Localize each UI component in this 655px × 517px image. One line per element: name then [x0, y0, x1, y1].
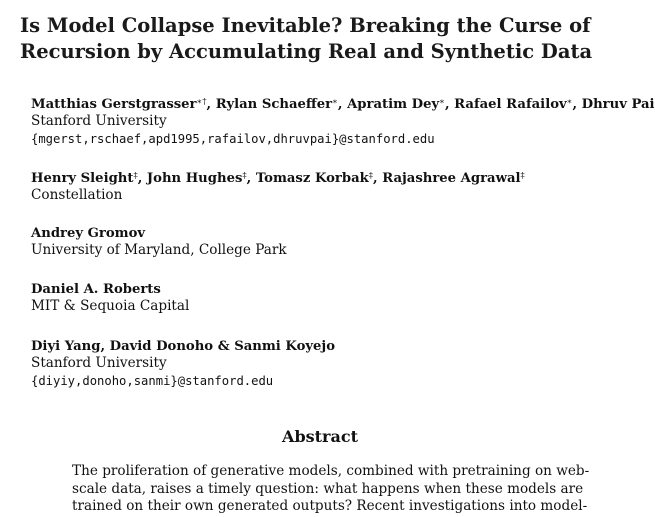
author-name: Andrey Gromov — [31, 226, 146, 241]
author-footnote-mark: ∗ — [439, 97, 445, 107]
author-name: Rafael Rafailov — [454, 97, 567, 112]
author-group-maryland — [31, 225, 631, 259]
author-group-stanford-1 — [31, 96, 655, 148]
affiliation: MIT & Sequoia Capital — [31, 298, 190, 314]
abstract-heading: Abstract — [282, 427, 358, 446]
affiliation: Constellation — [31, 187, 123, 203]
author-list: Henry Sleight‡, John Hughes‡, Tomasz Korbak‡, Rajashree Agrawal‡ — [31, 171, 525, 186]
affiliation: Stanford University — [31, 113, 167, 129]
email-list[interactable]: {diyiy,donoho,sanmi}@stanford.edu — [31, 374, 274, 388]
author-name: John Hughes — [146, 171, 243, 186]
abstract-body — [72, 463, 590, 516]
author-footnote-mark: ∗ — [332, 97, 338, 107]
author-list: Matthias Gerstgrasser∗†, Rylan Schaeffer∗, Apratim Dey∗, Rafael Rafailov∗, Dhruv Pai — [31, 97, 655, 112]
abstract-line: trained on their own generated outputs? Recent investigations into model- — [72, 498, 588, 514]
author-footnote-mark: ‡ — [520, 171, 525, 181]
author-name: Rajashree Agrawal — [382, 171, 521, 186]
author-list — [31, 338, 631, 355]
author-list — [31, 225, 631, 242]
abstract-line: The proliferation of generative models, combined with pretraining on web- — [72, 463, 590, 479]
affiliation: University of Maryland, College Park — [31, 242, 287, 258]
email-list[interactable]: {mgerst,rschaef,apd1995,rafailov,dhruvpai}@stanford.edu — [31, 132, 435, 146]
author-name: Tomasz Korbak — [255, 171, 369, 186]
title-line-1: Is Model Collapse Inevitable? Breaking the Curse of — [20, 14, 591, 37]
affiliation: Stanford University — [31, 355, 167, 371]
author-name: Rylan Schaeffer — [215, 97, 333, 112]
author-name: Apratim Dey — [347, 97, 440, 112]
author-footnote-mark: ‡ — [133, 171, 138, 181]
author-name: Henry Sleight — [31, 171, 134, 186]
author-footnote-mark: ∗† — [196, 97, 207, 107]
author-footnote-mark: ‡ — [242, 171, 247, 181]
author-name: Daniel A. Roberts — [31, 282, 161, 297]
author-group-mit — [31, 281, 631, 315]
title-line-2: Recursion by Accumulating Real and Synthetic Data — [20, 40, 593, 63]
author-name: Diyi Yang, David Donoho & Sanmi Koyejo — [31, 339, 335, 354]
paper-title — [20, 13, 620, 65]
author-name: Matthias Gerstgrasser — [31, 97, 197, 112]
author-list — [31, 281, 631, 298]
abstract-line: scale data, raises a timely question: what happens when these models are — [72, 480, 584, 497]
author-footnote-mark: ‡ — [368, 171, 374, 181]
author-name: Dhruv Pai — [581, 97, 655, 112]
author-group-constellation — [31, 170, 631, 204]
author-group-stanford-2 — [31, 338, 631, 390]
author-footnote-mark: ∗ — [566, 97, 573, 107]
